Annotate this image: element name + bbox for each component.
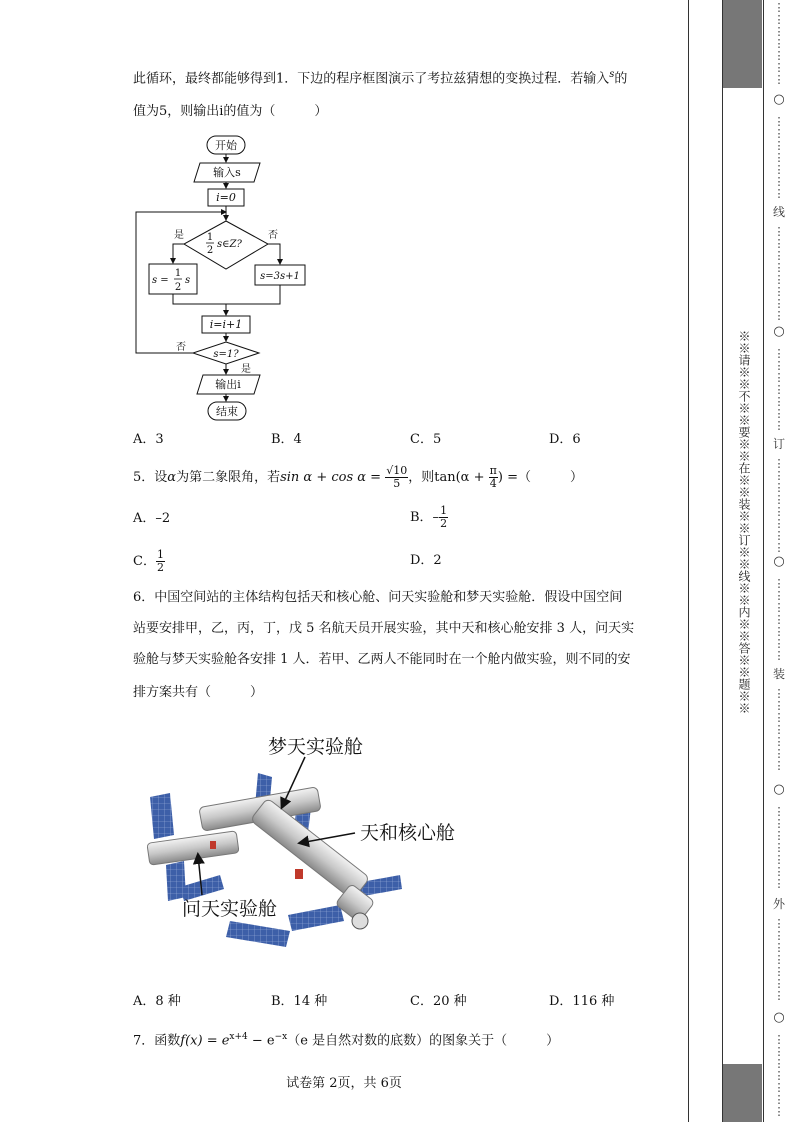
strip-bottom-shade: [723, 1064, 762, 1122]
flow-no-label: 否: [268, 230, 278, 241]
binding-dots: ⋮ ⋮ ⋮ ⋮ ⋮ ⋮ ⋮: [773, 1033, 785, 1118]
binding-dots: ⋮ ⋮ ⋮ ⋮ ⋮ ⋮ ⋮ ⋮: [773, 457, 785, 554]
binding-dots: ⋮ ⋮ ⋮ ⋮ ⋮ ⋮ ⋮ ⋮: [773, 225, 785, 322]
binding-border: [688, 0, 689, 1122]
q4-option-b: B．4: [271, 432, 302, 447]
binding-dots: ⋮ ⋮ ⋮ ⋮ ⋮ ⋮ ⋮: [773, 687, 785, 772]
label-mengtian: 梦天实验舱: [268, 736, 364, 758]
flow-cond-tail: s∈Z?: [217, 239, 242, 250]
flowchart: [130, 132, 330, 427]
solar-panel: [150, 793, 174, 839]
label-wentian: 问天实验舱: [182, 898, 278, 920]
circle-mark: ○: [773, 782, 785, 797]
q5-option-b: B．– $\frac{1}{2}$: [410, 504, 448, 530]
binding-dots: ⋮ ⋮ ⋮ ⋮ ⋮ ⋮ ⋮: [773, 115, 785, 200]
q5-option-d: D．2: [410, 553, 442, 568]
q6-option-b: B．14 种: [271, 994, 328, 1009]
q4-option-a: A．3: [133, 432, 164, 447]
intro-line-2: 值为5，则输出i的值为（ ）: [133, 104, 328, 119]
flow-yes-label: 是: [174, 230, 184, 241]
q6-line-3: 验舱与梦天实验舱各安排 1 人．若甲、乙两人不能同时在一个舱内做实验，则不同的安: [133, 652, 631, 667]
flow-left-suffix: s: [185, 275, 191, 286]
flow-left-den: 2: [174, 282, 182, 293]
circle-mark: ○: [773, 324, 785, 339]
flow-check-yes: 是: [241, 364, 251, 375]
strip-top-shade: [723, 0, 762, 88]
q4-option-d: D．6: [549, 432, 581, 447]
binding-dots: ⋮ ⋮ ⋮ ⋮ ⋮ ⋮ ⋮: [773, 1, 785, 86]
flow-check-no: 否: [176, 342, 186, 353]
circle-mark: ○: [773, 1010, 785, 1025]
flow-left-num: 1: [174, 268, 182, 279]
q5-fraction: $\frac{√10}{5}$: [386, 464, 408, 490]
q5-tan-fraction: $\frac{\pi}{4}$: [489, 464, 497, 490]
q5-stem: 5．设α为第二象限角，若sin α + cos α = $\frac{√10}{5}$ ，则tan(α + $\frac{\pi}{4}$ ) =（ ）: [133, 464, 583, 490]
flow-end-label: 结束: [216, 405, 238, 418]
binding-dots: ⋮ ⋮ ⋮ ⋮ ⋮ ⋮ ⋮: [773, 347, 785, 432]
binding-dots: ⋮ ⋮ ⋮ ⋮ ⋮ ⋮ ⋮: [773, 577, 785, 662]
q6-option-c: C．20 种: [410, 994, 467, 1009]
mark-wai: 外: [772, 897, 785, 911]
flow-check-label: s=1?: [213, 349, 239, 360]
flow-increment-label: i=i+1: [209, 318, 243, 331]
page-footer: 试卷第 2页，共 6页: [286, 1076, 402, 1091]
flow-output-label: 输出i: [215, 378, 241, 391]
q4-option-c: C．5: [410, 432, 442, 447]
binding-dots: ⋮ ⋮ ⋮ ⋮ ⋮ ⋮ ⋮: [773, 805, 785, 890]
flow-start-label: 开始: [215, 139, 237, 152]
mark-xian: 线: [772, 205, 785, 219]
circle-mark: ○: [773, 92, 785, 107]
q6-line-2: 站要安排甲，乙，丙，丁，戊 5 名航天员开展实验，其中天和核心舱安排 3 人，问天实: [133, 621, 635, 636]
q6-option-a: A．8 种: [133, 994, 181, 1009]
label-tianhe: 天和核心舱: [360, 822, 456, 844]
flow-input-label: 输入s: [213, 166, 241, 179]
mark-zhuang: 装: [772, 667, 785, 681]
q6-line-4: 排方案共有（ ）: [133, 685, 264, 700]
q5-option-a: A．–2: [133, 511, 171, 526]
intro-line-1: 此循环，最终都能够得到1．下边的程序框图演示了考拉兹猜想的变换过程．若输入$^s$的: [133, 69, 628, 87]
binding-dots: ⋮ ⋮ ⋮ ⋮ ⋮ ⋮ ⋮: [773, 917, 785, 1002]
flow-cond-num: 1: [206, 232, 214, 243]
solar-panel: [288, 905, 344, 931]
circle-mark: ○: [773, 554, 785, 569]
flow-left-prefix: s =: [152, 275, 169, 286]
q6-line-1: 6．中国空间站的主体结构包括天和核心舱、问天实验舱和梦天实验舱．假设中国空间: [133, 590, 623, 605]
flow-right-label: s=3s+1: [260, 271, 300, 282]
binding-warning-text: ※※请※※不※※要※※在※※装※※订※※线※※内※※答※※题※※: [737, 330, 751, 714]
flow-init-label: i=0: [216, 191, 236, 204]
q7-stem: 7．函数$f(x) = e^{x+4} - e^{-x}(e$ 是自然对数的底数）的图象关于（ ）: [133, 1032, 560, 1049]
flow-cond-den: 2: [206, 245, 214, 256]
space-station-illustration: [140, 725, 470, 955]
mark-ding: 订: [772, 437, 785, 451]
q6-option-d: D．116 种: [549, 994, 615, 1009]
q5-option-c: C． $\frac{1}{2}$: [133, 548, 164, 574]
solar-panel: [226, 921, 290, 947]
